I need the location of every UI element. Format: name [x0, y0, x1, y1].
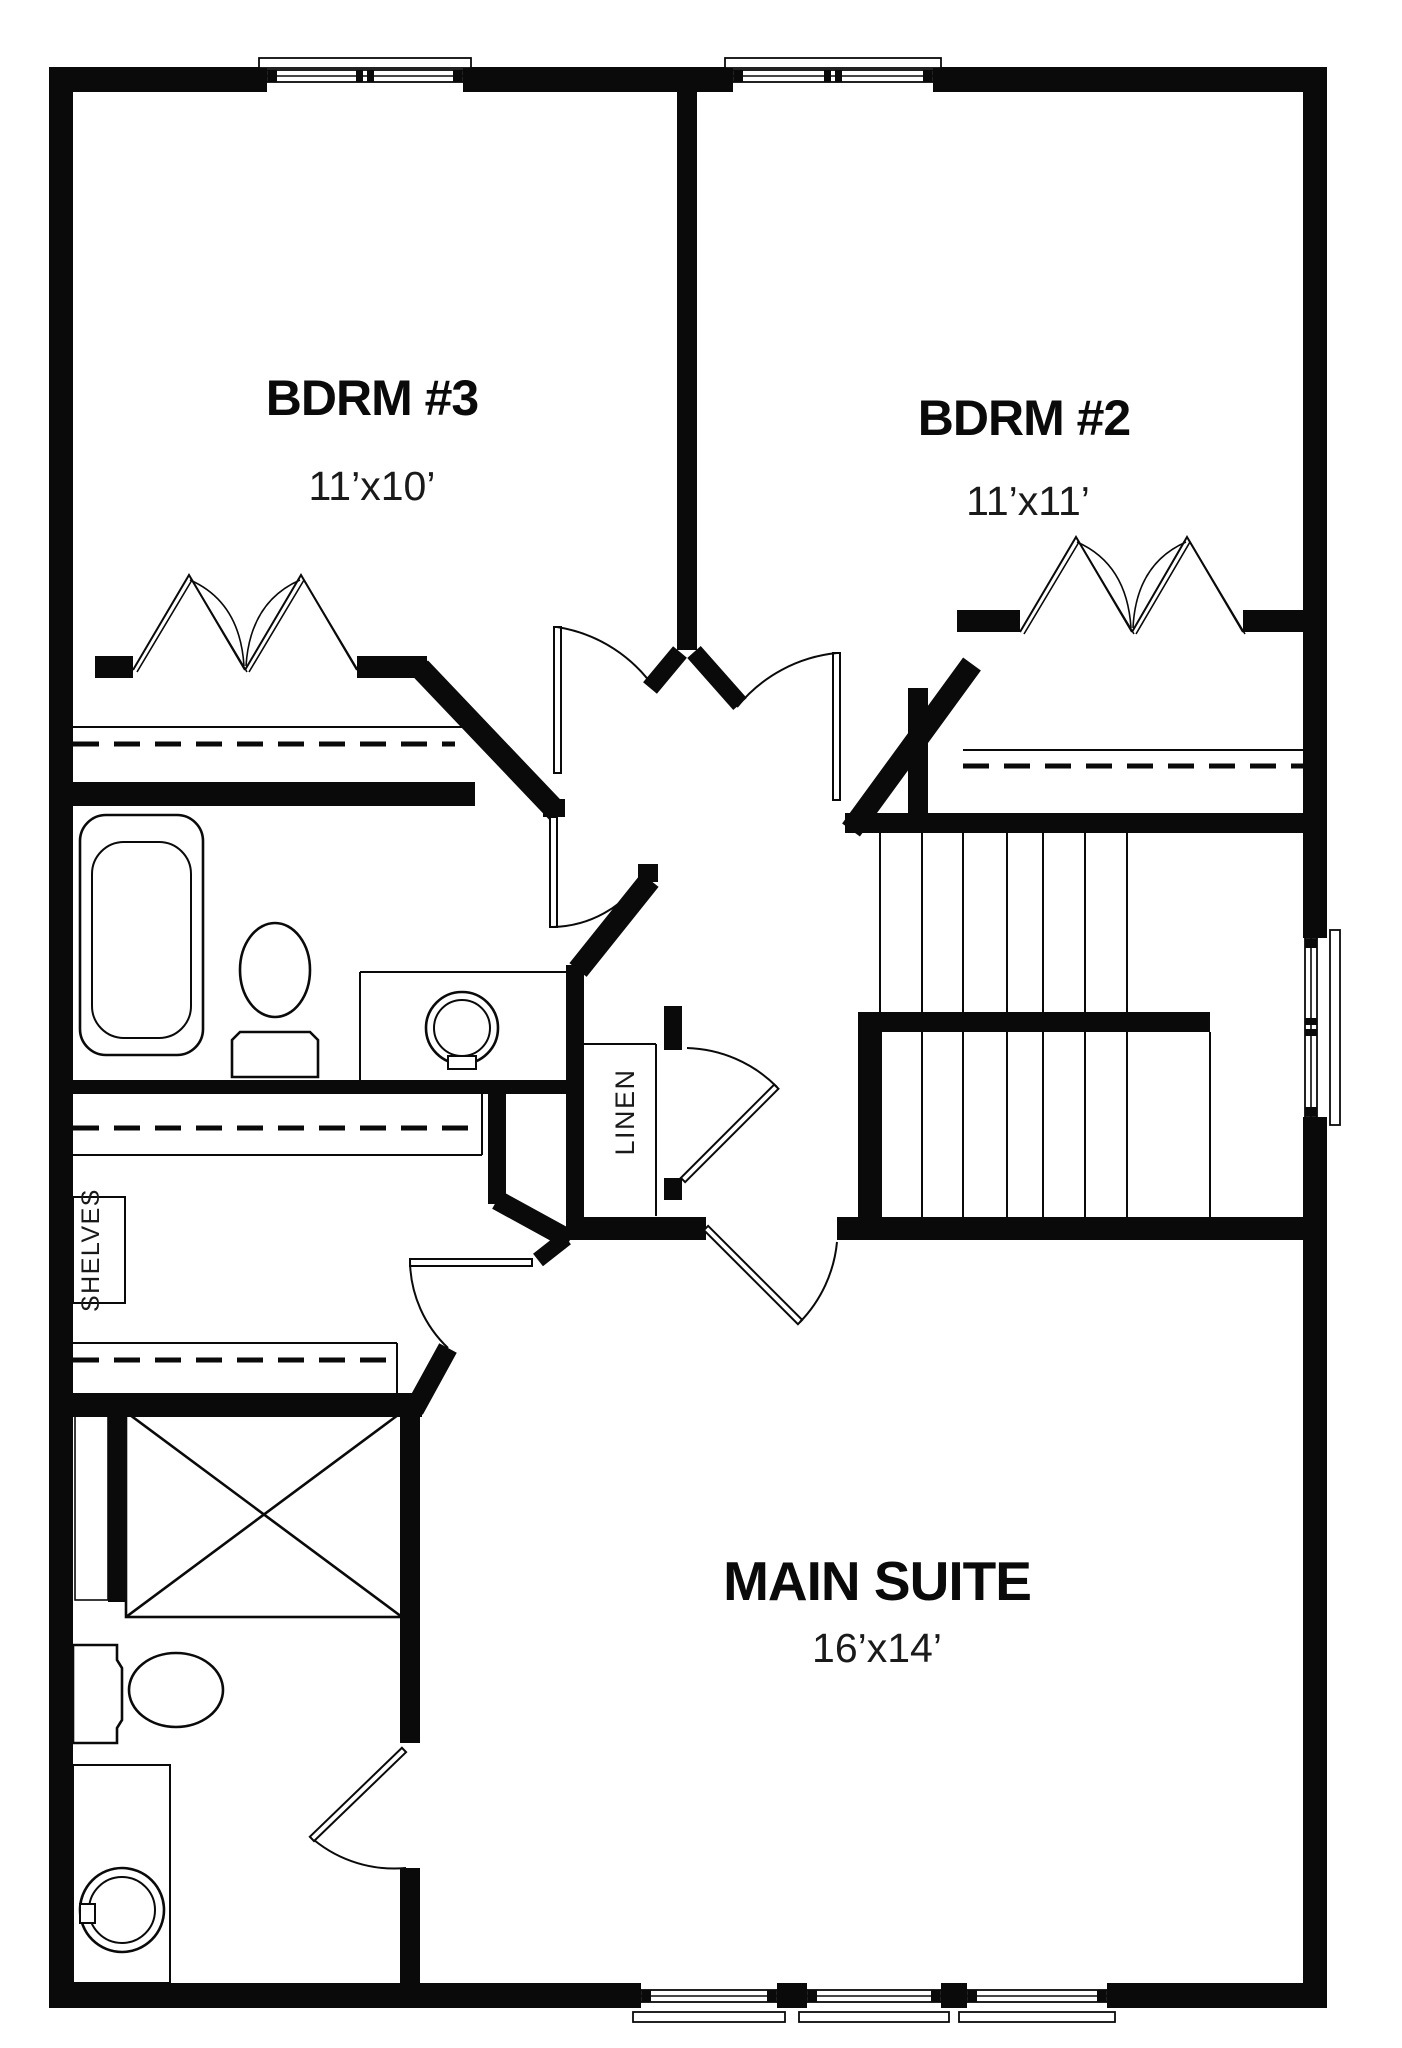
vanity-sink [360, 972, 566, 1080]
wall-closet-east [488, 1092, 506, 1204]
window-main-suite-right [959, 1990, 1115, 2022]
window-main-suite-mid [799, 1990, 949, 2022]
wall-stair-south [837, 1217, 1327, 1240]
stairwell-west-wall [858, 1012, 882, 1240]
door-walkin-closet [410, 1259, 532, 1348]
door-bdrm2 [737, 653, 840, 800]
bathtub [80, 815, 203, 1055]
doors [310, 627, 840, 1869]
door-main-suite [704, 1226, 837, 1324]
wall-linen-west [566, 965, 584, 1220]
room-dims-bdrm2: 11’x11’ [966, 478, 1090, 524]
room-label-bdrm2: BDRM #2 [917, 390, 1131, 446]
window-stair-landing [1305, 930, 1340, 1125]
closet-label-shelves: SHELVES [77, 1188, 105, 1312]
wall-hall-diagonal [578, 880, 650, 970]
door-linen [681, 1048, 779, 1182]
wall-bedroom-divider [677, 92, 697, 650]
wall-hall-south [566, 1217, 706, 1240]
room-dims-main-suite: 16’x14’ [812, 1625, 942, 1671]
closet-label-linen: LINEN [610, 1068, 640, 1156]
bathroom-fixtures [80, 815, 566, 1080]
door-bdrm3 [554, 627, 657, 773]
room-label-bdrm3: BDRM #3 [265, 370, 479, 426]
washer [73, 1765, 170, 1983]
stairs [858, 833, 1210, 1240]
door-main-bath [310, 1748, 406, 1869]
bifold-bdrm2 [1020, 537, 1245, 634]
wall-bath-top [49, 782, 475, 806]
stair-divider-wall [858, 1012, 1210, 1032]
room-dims-bdrm3: 11’x10’ [308, 463, 436, 509]
toilet-2 [73, 1645, 223, 1743]
window-bdrm2 [725, 58, 941, 82]
wall-bath-bottom [49, 1080, 566, 1094]
interior-walls [49, 92, 1327, 2008]
wall-stair-north [845, 813, 1327, 833]
window-main-suite-left [633, 1990, 785, 2022]
bifold-bdrm3 [133, 575, 359, 672]
window-bdrm3 [259, 58, 471, 82]
room-label-main-suite: MAIN SUITE [723, 1550, 1031, 1612]
windows [259, 58, 1340, 2022]
toilet [232, 923, 318, 1077]
